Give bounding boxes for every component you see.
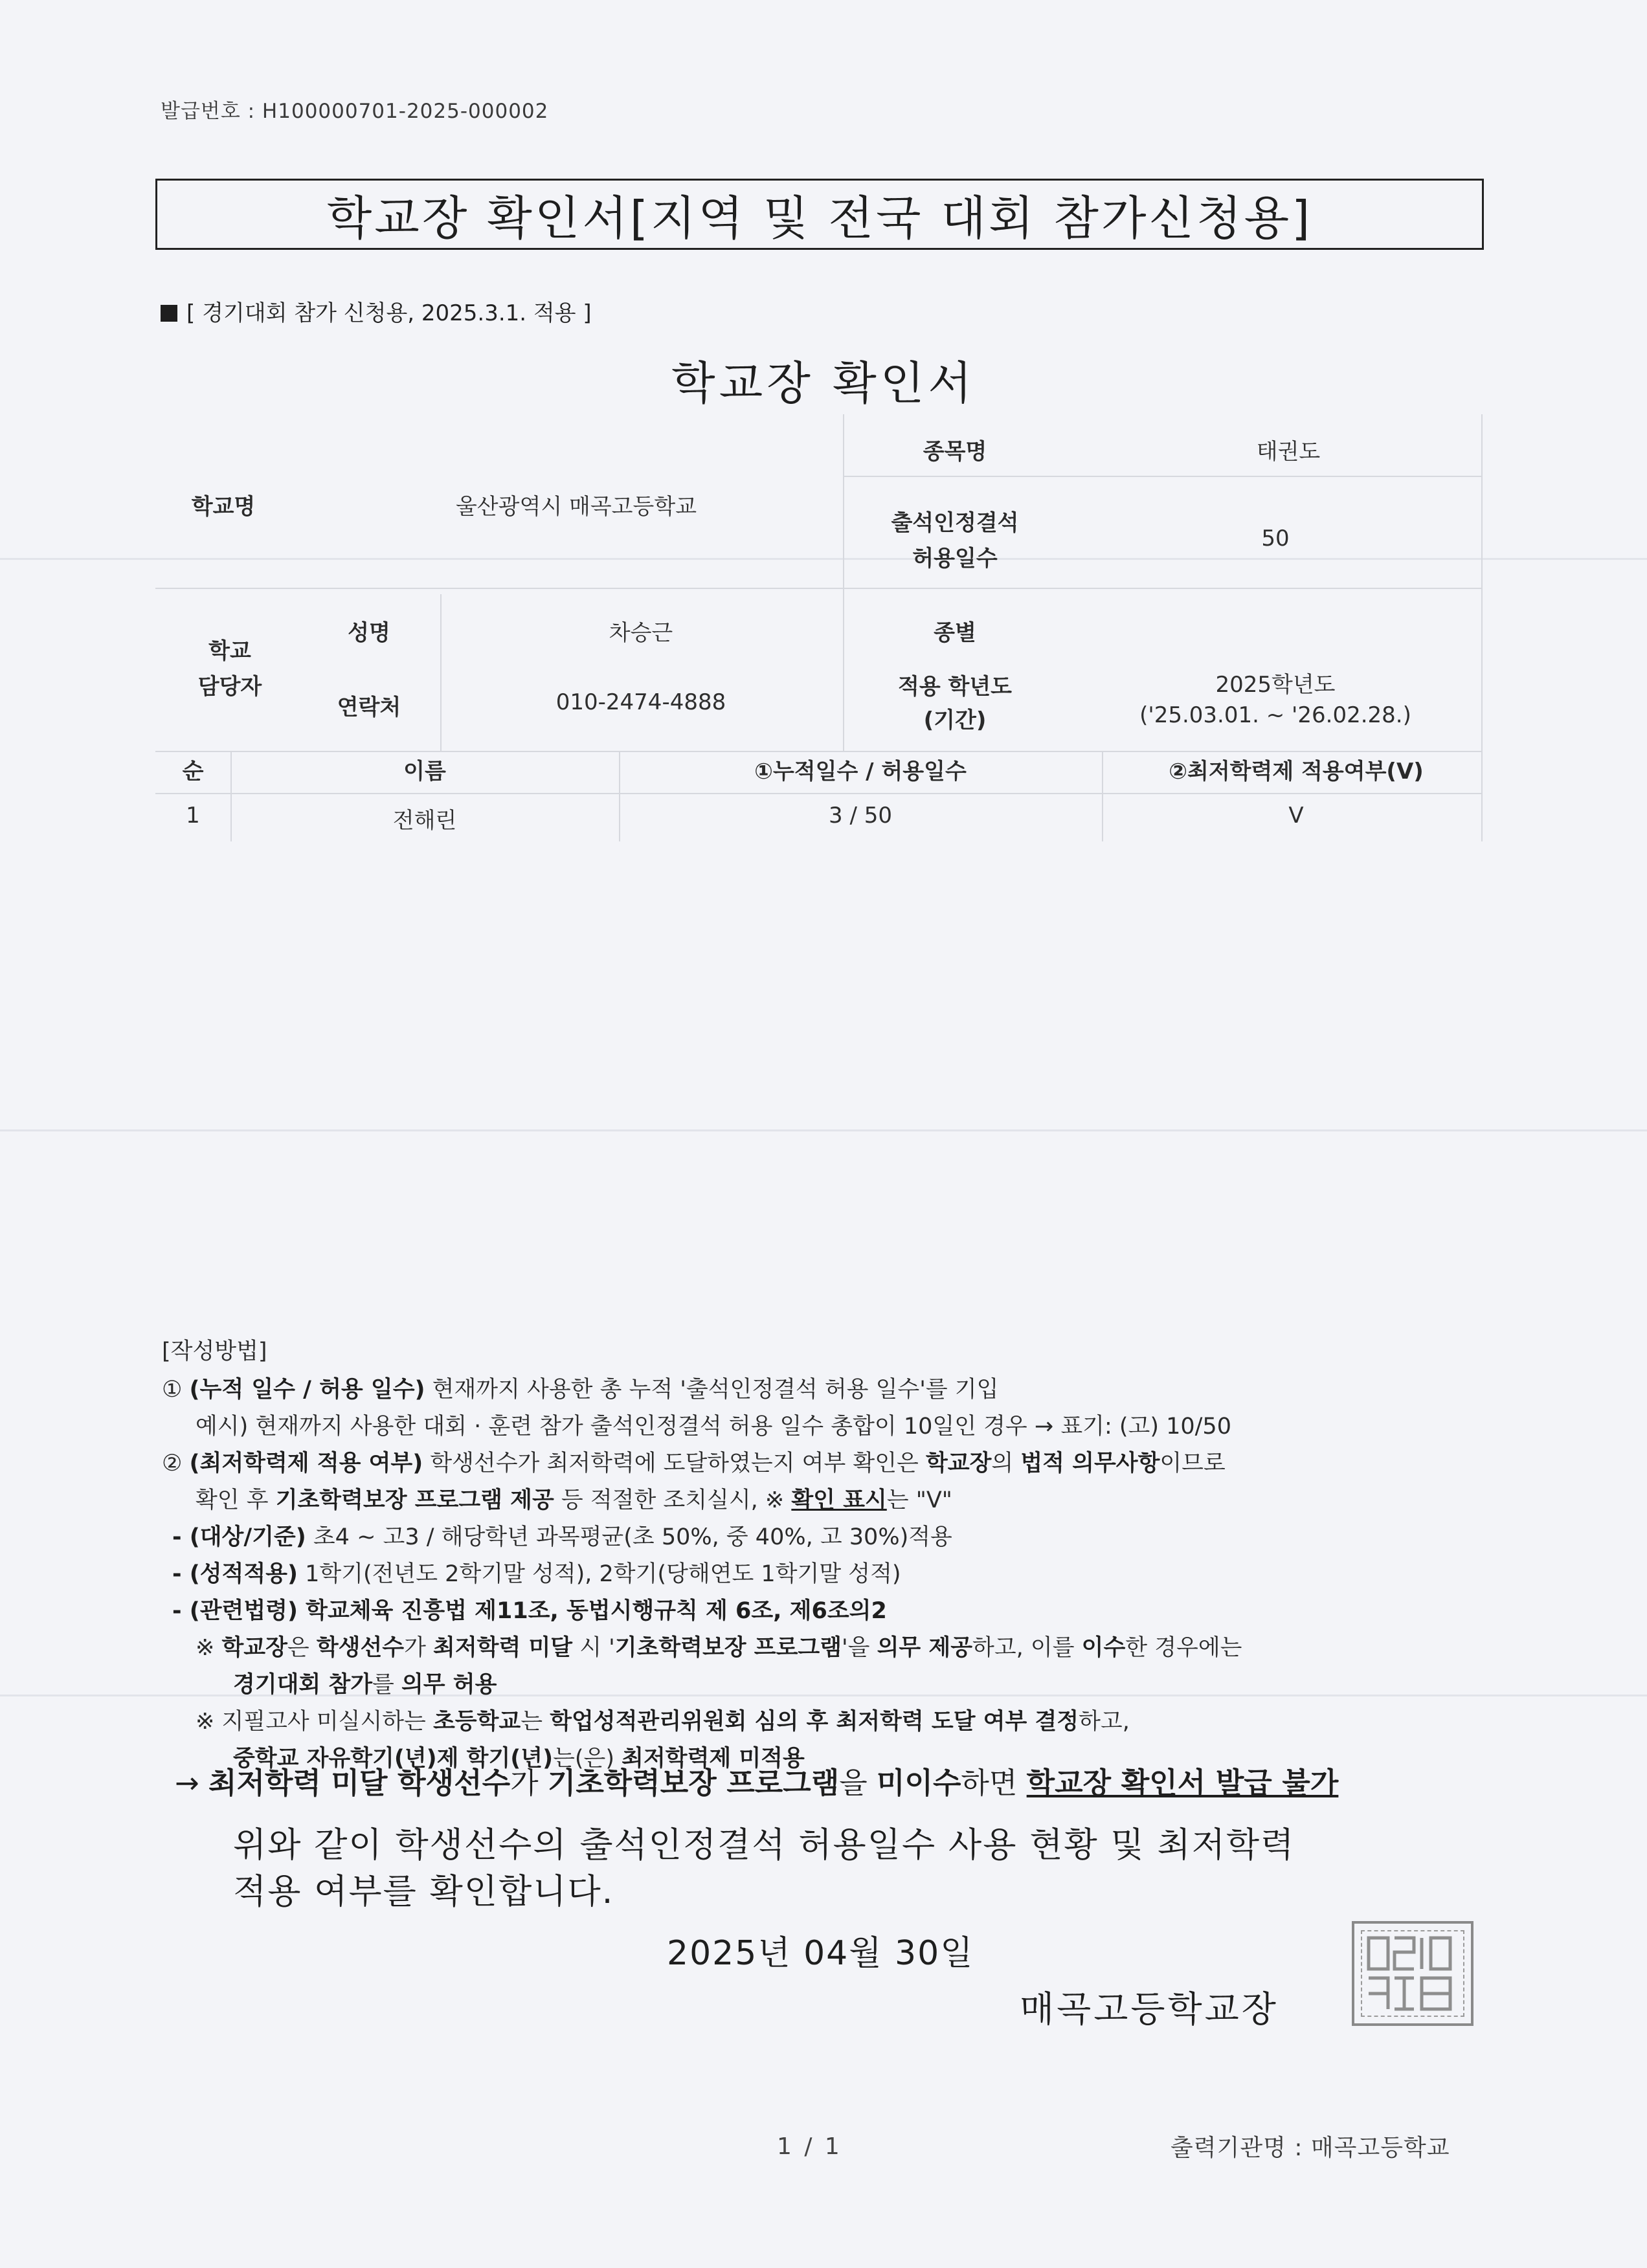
guide-line: 예시) 현재까지 사용한 대회 · 훈련 참가 출석인정결석 허용 일수 총합이 10일인 경우 → 표기: (고) 10/50 [196, 1414, 1231, 1440]
writing-guide [162, 1333, 1242, 1777]
category-label: 종별 [934, 620, 976, 646]
school-value: 울산광역시 매곡고등학교 [455, 494, 697, 520]
guide-line: - (성적적용) 1학기(전년도 2학기말 성적), 2학기(당해연도 1학기말 성적) [172, 1561, 901, 1587]
square-bullet-icon [161, 305, 177, 322]
issuance-warning: → 최저학력 미달 학생선수가 기초학력보장 프로그램을 미이수하면 학교장 확인서 발급 불가 [175, 1766, 1339, 1800]
row-min-academic-check: V [1288, 803, 1304, 828]
column-header-name: 이름 [403, 759, 446, 784]
year-label: 적용 학년도 [897, 674, 1013, 700]
issue-date: 2025년 04월 30일 [667, 1934, 974, 1973]
subtitle-text: [ 경기대회 참가 신청용, 2025.3.1. 적용 ] [186, 300, 592, 326]
sport-value: 태권도 [1256, 439, 1321, 465]
column-header-days: ①누적일수 / 허용일수 [754, 759, 967, 784]
confirmation-statement [233, 1822, 1295, 1915]
printing-agency: 출력기관명 : 매곡고등학교 [1171, 2135, 1450, 2161]
paper-fold [0, 1129, 1647, 1131]
column-header-no: 순 [182, 759, 204, 784]
sport-label: 종목명 [923, 439, 987, 465]
guide-line: - (대상/기준) 초4 ~ 고3 / 해당학년 과목평균(초 50%, 중 40%, 고 30%)적용 [172, 1524, 952, 1550]
document-title: 학교장 확인서[지역 및 전국 대회 참가신청용] [155, 179, 1484, 250]
official-seal [1352, 1921, 1473, 2026]
name-label: 성명 [348, 620, 390, 646]
row-no: 1 [186, 803, 200, 828]
application-subtitle [161, 295, 592, 327]
issue-number: 발급번호 : H100000701-2025-000002 [161, 100, 549, 123]
guide-line: ※ 지필고사 미실시하는 초등학교는 학업성적관리위원회 심의 후 최저학력 도달 여부 결정하고, [196, 1709, 1130, 1735]
year-label: (기간) [923, 707, 987, 733]
contact-person-label: 담당자 [197, 674, 262, 700]
table-divider [843, 476, 1481, 477]
table-divider [440, 594, 442, 751]
guide-line: ② (최저학력제 적용 여부) 학생선수가 최저학력에 도달하였는지 여부 확인은 학교장의 법적 의무사항이므로 [162, 1451, 1226, 1476]
name-value: 차승근 [609, 620, 673, 646]
year-period: ('25.03.01. ~ '26.02.28.) [1139, 702, 1411, 728]
confirmation-line: 위와 같이 학생선수의 출석인정결석 허용일수 사용 현황 및 최저학력 [233, 1825, 1295, 1865]
guide-line: ① (누적 일수 / 허용 일수) 현재까지 사용한 총 누적 '출석인정결석 허용 일수'를 기입 [162, 1377, 999, 1403]
year-value: 2025학년도 [1215, 672, 1336, 698]
column-header-min-academic: ②최저학력제 적용여부(V) [1169, 759, 1424, 784]
confirmation-line: 적용 여부를 확인합니다. [233, 1872, 614, 1911]
phone-label: 연락처 [337, 695, 401, 720]
page-number: 1 / 1 [777, 2133, 842, 2160]
row-days: 3 / 50 [829, 803, 892, 828]
guide-line: ※ 학교장은 학생선수가 최저학력 미달 시 '기초학력보장 프로그램'을 의무 제공하고, 이를 이수한 경우에는 [196, 1635, 1242, 1661]
paper-fold [0, 558, 1647, 560]
allowed-days-label: 출석인정결석 [891, 510, 1019, 536]
phone-value: 010-2474-4888 [555, 689, 726, 715]
doc-heading: 학교장 확인서 [671, 357, 976, 410]
table-divider [155, 588, 1481, 589]
guide-title: [작성방법] [162, 1339, 267, 1364]
school-label: 학교명 [191, 494, 256, 520]
allowed-days-value: 50 [1261, 526, 1290, 551]
guide-line: 확인 후 기초학력보장 프로그램 제공 등 적절한 조치실시, ※ 확인 표시는 "V" [196, 1487, 952, 1513]
contact-person-label: 학교 [208, 638, 251, 664]
guide-line: 중학교 자유학기(년)제 학기(년)는(은) 최저학력제 미적용 [233, 1746, 805, 1772]
table-divider [155, 751, 1481, 752]
guide-line: - (관련법령) 학교체육 진흥법 제11조, 동법시행규칙 제 6조, 제6조의2 [172, 1598, 887, 1624]
principal-name: 매곡고등학교장 [1020, 1988, 1279, 2030]
seal-glyphs [1354, 1924, 1471, 2023]
allowed-days-label: 허용일수 [912, 546, 998, 572]
table-divider [155, 793, 1481, 794]
guide-line: 경기대회 참가를 의무 허용 [233, 1672, 497, 1698]
row-name: 전해린 [392, 808, 457, 834]
